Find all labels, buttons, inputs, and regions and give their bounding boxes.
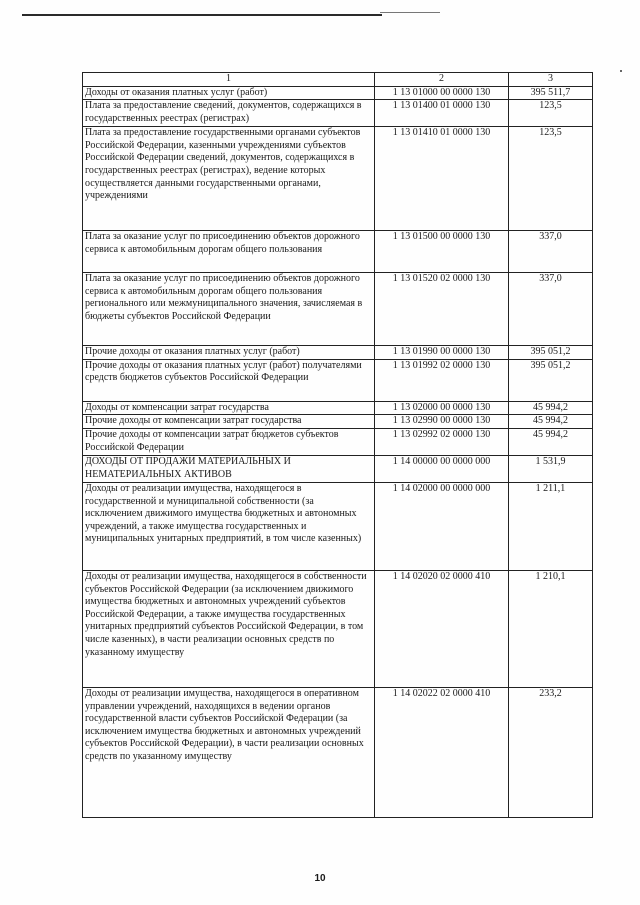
revenue-name-cell: Доходы от реализации имущества, находящегося в оперативном управлении учреждений, находящихся в ведении органов государственной власти субъектов Российской Федерации (за исключением имущества бюджетных и автономных учреждений субъектов Российской Федерации), в части реализации основных средств по указанному имуществу <box>83 687 375 817</box>
amount-cell: 45 994,2 <box>509 415 593 429</box>
revenue-name-cell: Доходы от компенсации затрат государства <box>83 401 375 415</box>
budget-revenue-table <box>82 72 593 818</box>
table-row <box>83 86 593 100</box>
revenue-name-cell: Доходы от реализации имущества, находящегося в собственности субъектов Российской Федерации (за исключением движимого имущества бюджетных и автономных учреждений субъектов Российской Федерации, а также имущества государственных унитарных предприятий субъектов Российской Федерации, в том числе казенных), в части реализации основных средств по указанному имуществу <box>83 570 375 687</box>
table-row <box>83 415 593 429</box>
revenue-name-cell: Плата за оказание услуг по присоединению объектов дорожного сервиса к автомобильным дорогам общего пользования регионального или межмуниципального значения, зачисляемая в бюджеты субъектов Российской Федерации <box>83 273 375 346</box>
table-row <box>83 127 593 231</box>
budget-code-cell: 1 13 02000 00 0000 130 <box>375 401 509 415</box>
table-row <box>83 359 593 401</box>
page-number: 10 <box>314 873 326 884</box>
revenue-name-cell: Доходы от реализации имущества, находящегося в государственной и муниципальной собственности (за исключением движимого имущества бюджетных и автономных учреждений, а также имущества государственных и муниципальных унитарных предприятий, в том числе казенных) <box>83 482 375 570</box>
amount-cell: 337,0 <box>509 273 593 346</box>
table-row <box>83 100 593 127</box>
budget-code-cell: 1 13 01992 02 0000 130 <box>375 359 509 401</box>
budget-code-cell: 1 13 01000 00 0000 130 <box>375 86 509 100</box>
revenue-name-cell: ДОХОДЫ ОТ ПРОДАЖИ МАТЕРИАЛЬНЫХ И НЕМАТЕРИАЛЬНЫХ АКТИВОВ <box>83 455 375 482</box>
column-header-1: 1 <box>83 73 375 87</box>
table-row <box>83 231 593 273</box>
table-row <box>83 687 593 817</box>
revenue-name-cell: Прочие доходы от компенсации затрат бюджетов субъектов Российской Федерации <box>83 428 375 455</box>
amount-cell: 395 511,7 <box>509 86 593 100</box>
table-row <box>83 482 593 570</box>
amount-cell: 45 994,2 <box>509 428 593 455</box>
budget-code-cell: 1 14 02022 02 0000 410 <box>375 687 509 817</box>
revenue-name-cell: Плата за предоставление государственными органами субъектов Российской Федерации, казенными учреждениями субъектов Российской Федерации сведений, документов, содержащихся в государственных реестрах (регистрах), ведение которых осуществляется данными государственными органами, учреждениями <box>83 127 375 231</box>
revenue-name-cell: Прочие доходы от компенсации затрат государства <box>83 415 375 429</box>
amount-cell: 123,5 <box>509 127 593 231</box>
amount-cell: 1 531,9 <box>509 455 593 482</box>
amount-cell: 1 211,1 <box>509 482 593 570</box>
revenue-name-cell: Прочие доходы от оказания платных услуг (работ) получателями средств бюджетов субъектов Российской Федерации <box>83 359 375 401</box>
budget-code-cell: 1 14 02020 02 0000 410 <box>375 570 509 687</box>
table-row <box>83 428 593 455</box>
scan-artifact-line <box>22 14 382 16</box>
budget-code-cell: 1 13 01400 01 0000 130 <box>375 100 509 127</box>
table-header-row <box>83 73 593 87</box>
revenue-name-cell: Прочие доходы от оказания платных услуг (работ) <box>83 346 375 360</box>
budget-code-cell: 1 13 02992 02 0000 130 <box>375 428 509 455</box>
budget-code-cell: 1 13 01520 02 0000 130 <box>375 273 509 346</box>
table-row <box>83 570 593 687</box>
amount-cell: 45 994,2 <box>509 401 593 415</box>
budget-code-cell: 1 13 01500 00 0000 130 <box>375 231 509 273</box>
amount-cell: 395 051,2 <box>509 346 593 360</box>
revenue-name-cell: Плата за оказание услуг по присоединению объектов дорожного сервиса к автомобильным дорогам общего пользования <box>83 231 375 273</box>
table-row <box>83 273 593 346</box>
amount-cell: 395 051,2 <box>509 359 593 401</box>
column-header-2: 2 <box>375 73 509 87</box>
amount-cell: 233,2 <box>509 687 593 817</box>
amount-cell: 123,5 <box>509 100 593 127</box>
table-row <box>83 346 593 360</box>
budget-code-cell: 1 14 00000 00 0000 000 <box>375 455 509 482</box>
amount-cell: 1 210,1 <box>509 570 593 687</box>
scan-artifact-line <box>380 12 440 13</box>
budget-code-cell: 1 13 02990 00 0000 130 <box>375 415 509 429</box>
budget-code-cell: 1 13 01410 01 0000 130 <box>375 127 509 231</box>
scan-artifact-dot <box>620 70 622 72</box>
amount-cell: 337,0 <box>509 231 593 273</box>
budget-code-cell: 1 14 02000 00 0000 000 <box>375 482 509 570</box>
table-row <box>83 455 593 482</box>
table-row <box>83 401 593 415</box>
column-header-3: 3 <box>509 73 593 87</box>
revenue-name-cell: Плата за предоставление сведений, документов, содержащихся в государственных реестрах (регистрах) <box>83 100 375 127</box>
budget-code-cell: 1 13 01990 00 0000 130 <box>375 346 509 360</box>
revenue-name-cell: Доходы от оказания платных услуг (работ) <box>83 86 375 100</box>
